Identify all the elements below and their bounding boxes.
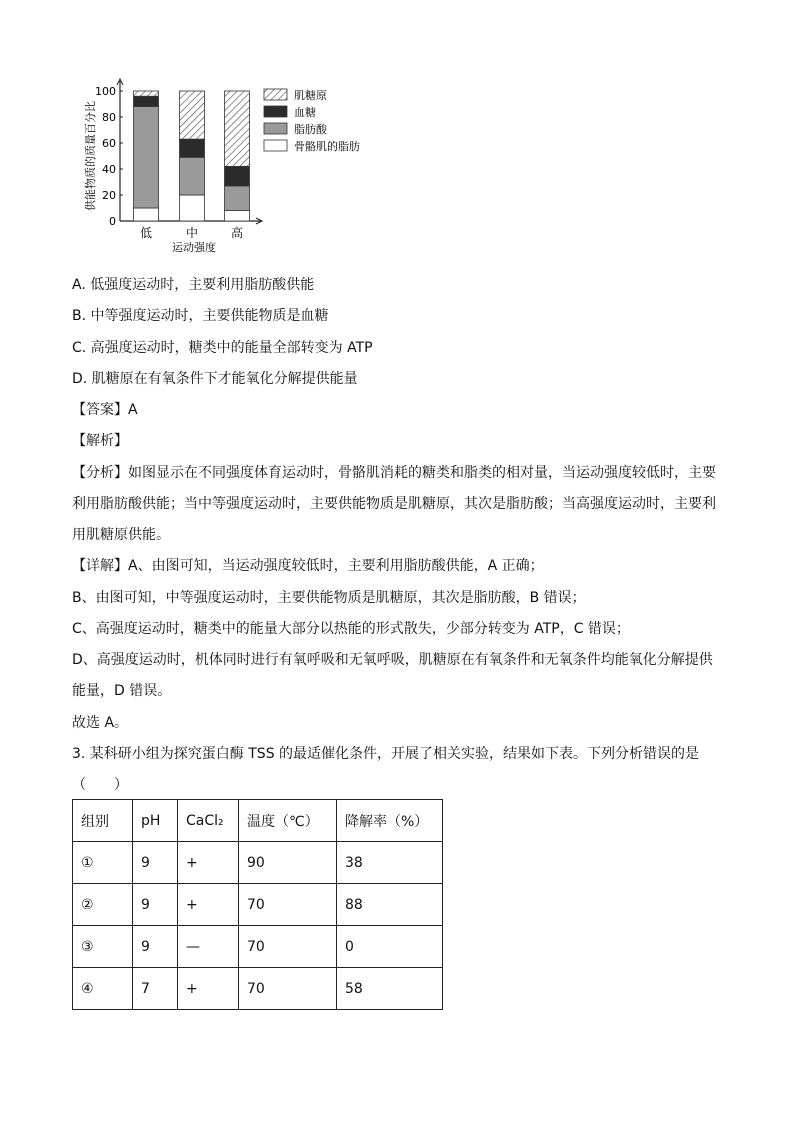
legend-swatch bbox=[264, 106, 287, 117]
chart-svg bbox=[72, 72, 392, 262]
option-b: B. 中等强度运动时，主要供能物质是血糖 bbox=[72, 308, 329, 324]
bar-segment bbox=[134, 96, 159, 106]
table-cell: 7 bbox=[133, 968, 178, 1010]
table-cell: + bbox=[178, 968, 239, 1010]
bar-segment bbox=[180, 139, 205, 157]
choose-line: 故选 A。 bbox=[72, 715, 129, 731]
bar-segment bbox=[180, 157, 205, 195]
bar-segment bbox=[180, 91, 205, 139]
header-degradation: 降解率（%） bbox=[337, 800, 443, 842]
detail-line-3: C、高强度运动时，糖类中的能量大部分以热能的形式散失，少部分转变为 ATP，C 错误； bbox=[72, 621, 630, 637]
table-cell: 38 bbox=[337, 842, 443, 884]
analysis-heading: 【解析】 bbox=[72, 433, 128, 449]
table-cell: ④ bbox=[73, 968, 133, 1010]
header-temperature: 温度（℃） bbox=[239, 800, 337, 842]
header-cacl2: CaCl₂ bbox=[178, 800, 239, 842]
table-cell: ② bbox=[73, 884, 133, 926]
bar-segment bbox=[134, 208, 159, 221]
analysis-line-2: 利用脂肪酸供能；当中等强度运动时，主要供能物质是肌糖原，其次是脂肪酸；当高强度运动时，主要利 bbox=[72, 496, 716, 512]
detail-line-5: 能量，D 错误。 bbox=[72, 683, 172, 699]
analysis-line-3: 用肌糖原供能。 bbox=[72, 527, 170, 543]
y-tick-label: 40 bbox=[102, 163, 116, 176]
option-d: D. 肌糖原在有氧条件下才能氧化分解提供能量 bbox=[72, 371, 358, 387]
table-cell: 9 bbox=[133, 926, 178, 968]
bar-segment bbox=[225, 211, 250, 221]
bar-segment bbox=[134, 91, 159, 96]
y-tick-label: 0 bbox=[109, 215, 116, 228]
table-row bbox=[73, 842, 443, 884]
detail-line-2: B、由图可知，中等强度运动时，主要供能物质是肌糖原，其次是脂肪酸，B 错误； bbox=[72, 590, 586, 606]
legend-label: 肌糖原 bbox=[294, 89, 327, 102]
bar-segment bbox=[225, 166, 250, 186]
table-row bbox=[73, 926, 443, 968]
detail-line-4: D、高强度运动时，机体同时进行有氧呼吸和无氧呼吸，肌糖原在有氧条件和无氧条件均能氧化分解提供 bbox=[72, 652, 713, 668]
answer: 【答案】A bbox=[72, 402, 138, 418]
analysis-line-1: 【分析】如图显示在不同强度体育运动时，骨骼肌消耗的糖类和脂类的相对量，当运动强度较低时，主要 bbox=[72, 465, 716, 481]
bar-segment bbox=[134, 107, 159, 208]
detail-line-1: 【详解】A、由图可知，当运动强度较低时，主要利用脂肪酸供能，A 正确； bbox=[72, 558, 544, 574]
table-row bbox=[73, 968, 443, 1010]
y-tick-label: 20 bbox=[102, 189, 116, 202]
legend-swatch bbox=[264, 89, 287, 100]
x-tick-label: 低 bbox=[139, 226, 153, 240]
legend-swatch bbox=[264, 140, 287, 151]
header-group: 组别 bbox=[73, 800, 133, 842]
y-tick-label: 100 bbox=[95, 85, 116, 98]
option-a: A. 低强度运动时，主要利用脂肪酸供能 bbox=[72, 277, 315, 293]
legend-label: 脂肪酸 bbox=[294, 123, 327, 136]
table-cell: 9 bbox=[133, 884, 178, 926]
table-cell: 70 bbox=[239, 884, 337, 926]
table-cell: 58 bbox=[337, 968, 443, 1010]
legend-label: 血糖 bbox=[294, 106, 316, 119]
question-3-paren: （ ） bbox=[72, 777, 128, 793]
header-ph: pH bbox=[133, 800, 178, 842]
bar-segment bbox=[225, 91, 250, 166]
legend-swatch bbox=[264, 123, 287, 134]
y-axis-label: 供能物质的质量百分比 bbox=[84, 101, 97, 211]
table-cell: 0 bbox=[337, 926, 443, 968]
option-c: C. 高强度运动时，糖类中的能量全部转变为 ATP bbox=[72, 340, 373, 356]
x-tick-label: 中 bbox=[185, 226, 199, 240]
x-tick-label: 高 bbox=[230, 226, 244, 240]
table-cell: ① bbox=[73, 842, 133, 884]
table-header-row bbox=[73, 800, 443, 842]
table-cell: 70 bbox=[239, 968, 337, 1010]
table-cell: + bbox=[178, 842, 239, 884]
table-cell: — bbox=[178, 926, 239, 968]
stacked-bar-chart bbox=[72, 72, 392, 262]
table-cell: 9 bbox=[133, 842, 178, 884]
legend-label: 骨骼肌的脂肪 bbox=[294, 140, 360, 153]
results-table bbox=[72, 799, 443, 1010]
table-row bbox=[73, 884, 443, 926]
bar-segment bbox=[225, 186, 250, 211]
table-cell: 70 bbox=[239, 926, 337, 968]
question-3: 3. 某科研小组为探究蛋白酶 TSS 的最适催化条件，开展了相关实验，结果如下表。下列分析错误的是 bbox=[72, 746, 700, 762]
bar-segment bbox=[180, 195, 205, 221]
y-tick-label: 80 bbox=[102, 111, 116, 124]
table-cell: 90 bbox=[239, 842, 337, 884]
x-axis-label: 运动强度 bbox=[172, 241, 216, 254]
table-cell: 88 bbox=[337, 884, 443, 926]
table-cell: + bbox=[178, 884, 239, 926]
table-cell: ③ bbox=[73, 926, 133, 968]
y-tick-label: 60 bbox=[102, 137, 116, 150]
